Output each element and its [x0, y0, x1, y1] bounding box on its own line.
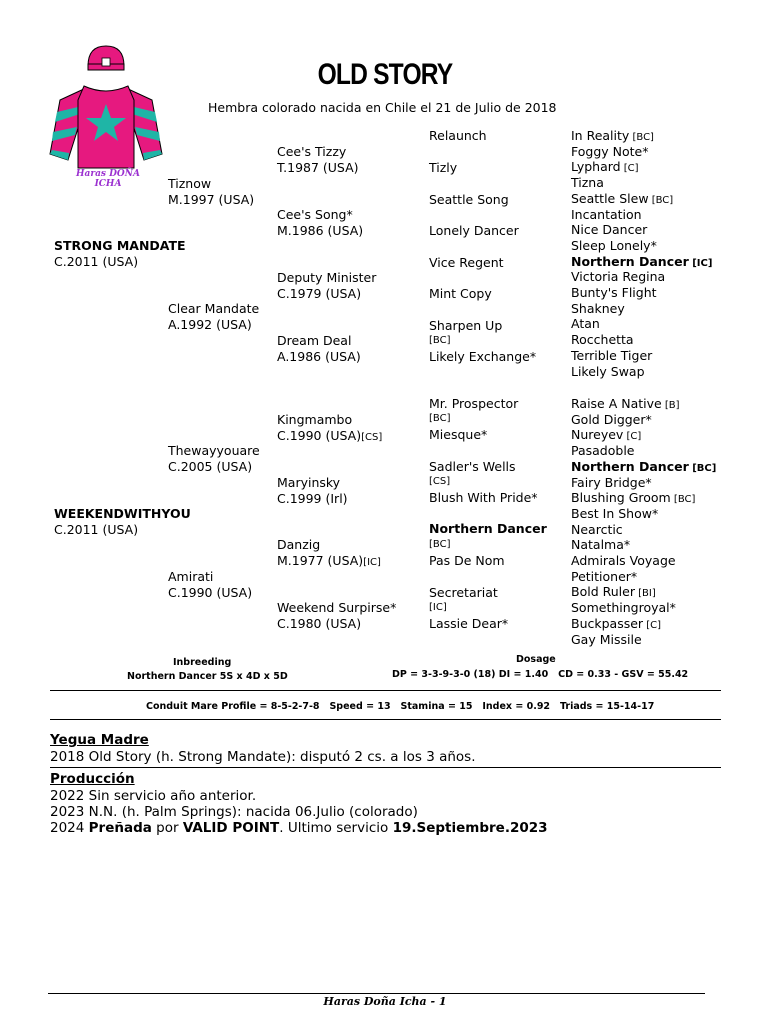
pedigree-tag: [BC]: [648, 195, 674, 206]
ancestor-gen5-name: Sleep Lonely*: [571, 238, 657, 253]
great-grandparent-name: Cee's Song*: [277, 207, 353, 222]
ancestor-gen4-name: Pas De Nom: [429, 553, 505, 568]
ancestor-gen4-name: Lonely Dancer: [429, 223, 519, 238]
pedigree-tag: [IC]: [429, 602, 447, 613]
year-text: 2024: [50, 820, 89, 836]
grandparent-info: C.1990 (USA): [168, 585, 253, 600]
page-footer: Haras Doña Icha - 1: [323, 995, 447, 1008]
ancestor-gen5-name: Bunty's Flight: [571, 285, 657, 300]
great-grandparent-name: Dream Deal: [277, 333, 352, 348]
grandparent-info: C.2005 (USA): [168, 459, 253, 474]
ancestor-gen5-name: Blushing Groom [BC]: [571, 490, 696, 505]
pedigree-tag: [BC]: [629, 132, 654, 143]
ancestor-gen4-name: Miesque*: [429, 427, 488, 442]
ancestor-gen5-name: Shakney: [571, 301, 625, 316]
ancestor-gen4-name: Sharpen Up: [429, 318, 503, 333]
great-grandparent-name: Cee's Tizzy: [277, 144, 347, 159]
service-text: . Ultimo servicio: [279, 820, 393, 836]
great-grandparent-info: M.1986 (USA): [277, 223, 364, 238]
dosage-value: DP = 3-3-9-3-0 (18) DI = 1.40 CD = 0.33 - GSV = 55.42: [392, 669, 689, 680]
jockey-silks-image: [44, 42, 166, 187]
service-date: 19.Septiembre.2023: [392, 820, 548, 836]
ancestor-gen5-name: Pasadoble: [571, 443, 635, 458]
ancestor-gen4-name: Lassie Dear*: [429, 616, 509, 631]
grandparent-name: Clear Mandate: [168, 301, 260, 316]
pedigree-tag: [CS]: [429, 476, 451, 487]
ancestor-gen4-name: Relaunch: [429, 128, 487, 143]
ancestor-gen5-name: Nearctic: [571, 522, 623, 537]
pedigree-tag: [BI]: [634, 588, 656, 599]
ancestor-gen4-name: Blush With Pride*: [429, 490, 538, 505]
pedigree-tag: [C]: [643, 620, 662, 631]
pedigree-tag: [IC]: [363, 557, 381, 568]
ancestor-gen5-name: Victoria Regina: [571, 269, 666, 284]
ancestor-gen4-name: Sadler's Wells: [429, 459, 516, 474]
pedigree-tag: [CS]: [361, 432, 383, 443]
great-grandparent-name: Danzig: [277, 537, 321, 552]
pedigree-tag: [C]: [623, 431, 642, 442]
ancestor-gen5-name: Gay Missile: [571, 632, 642, 647]
great-grandparent-name: Kingmambo: [277, 412, 353, 427]
produccion-line-2: 2023 N.N. (h. Palm Springs): nacida 06.Julio (colorado): [50, 804, 418, 820]
pedigree-tag: [BC]: [429, 335, 451, 346]
ancestor-gen4-name: Vice Regent: [429, 255, 504, 270]
ancestor-gen4-name: Tizly: [429, 160, 458, 175]
ancestor-gen5-name: In Reality [BC]: [571, 128, 654, 143]
ancestor-gen5-name: Fairy Bridge*: [571, 475, 652, 490]
horse-subtitle: Hembra colorado nacida en Chile el 21 de Julio de 2018: [208, 100, 557, 115]
ancestor-gen5-name: Seattle Slew [BC]: [571, 191, 674, 206]
ancestor-gen5-name: Incantation: [571, 207, 642, 222]
great-grandparent-info: C.1980 (USA): [277, 616, 362, 631]
ancestor-gen5-name: Rocchetta: [571, 332, 634, 347]
ancestor-gen5-name: Natalma*: [571, 537, 631, 552]
great-grandparent-info: T.1987 (USA): [277, 160, 359, 175]
horse-name: OLD STORY: [317, 58, 453, 91]
pedigree-tag: [BC]: [429, 539, 451, 550]
silks-label: Haras DOÑA ICHA: [76, 169, 140, 189]
great-grandparent-info: C.1979 (USA): [277, 286, 362, 301]
pedigree-tag: [BC]: [670, 494, 696, 505]
ancestor-gen5-name: Petitioner*: [571, 569, 638, 584]
great-grandparent-info: C.1999 (Irl): [277, 491, 348, 506]
ancestor-gen5-name: Nice Dancer: [571, 222, 648, 237]
yegua-madre-title: Yegua Madre: [50, 732, 149, 748]
dosage-label: Dosage: [516, 654, 556, 665]
ancestor-gen5-name: Tizna: [571, 175, 604, 190]
ancestor-gen4-name: Mr. Prospector: [429, 396, 519, 411]
ancestor-gen5-name: Likely Swap: [571, 364, 645, 379]
sire-info: C.2011 (USA): [54, 254, 139, 269]
divider: [50, 690, 721, 691]
great-grandparent-info: A.1986 (USA): [277, 349, 361, 364]
ancestor-gen4-name: Seattle Song: [429, 192, 509, 207]
grandparent-name: Amirati: [168, 569, 214, 584]
conduit-profile: Conduit Mare Profile = 8-5-2-7-8 Speed = 13 Stamina = 15 Index = 0.92 Triads = 15-14-17: [146, 701, 655, 712]
produccion-title: Producción: [50, 771, 135, 787]
ancestor-gen5-name: Somethingroyal*: [571, 600, 676, 615]
divider: [50, 719, 721, 720]
divider: [50, 767, 721, 768]
ancestor-gen5-name: Northern Dancer [IC]: [571, 254, 713, 269]
ancestor-gen5-name: Bold Ruler [BI]: [571, 584, 656, 599]
ancestor-gen5-name: Admirals Voyage: [571, 553, 676, 568]
grandparent-info: M.1997 (USA): [168, 192, 255, 207]
stallion-name: VALID POINT: [182, 820, 280, 836]
ancestor-gen5-name: Best In Show*: [571, 506, 659, 521]
ancestor-gen5-name: Terrible Tiger: [571, 348, 653, 363]
pedigree-tag: [B]: [661, 400, 680, 411]
grandparent-name: Thewayyouare: [168, 443, 260, 458]
inbreeding-value: Northern Dancer 5S x 4D x 5D: [127, 671, 288, 682]
sire-name: STRONG MANDATE: [54, 238, 186, 253]
ancestor-gen4-name: Mint Copy: [429, 286, 492, 301]
produccion-line-3: [50, 820, 548, 836]
ancestor-gen5-name: Nureyev [C]: [571, 427, 642, 442]
footer-divider: [48, 993, 705, 994]
ancestor-gen5-name: Atan: [571, 316, 600, 331]
ancestor-gen5-name: Foggy Note*: [571, 144, 649, 159]
grandparent-name: Tiznow: [168, 176, 212, 191]
connector-text: por: [151, 820, 183, 836]
ancestor-gen5-name: Raise A Native [B]: [571, 396, 680, 411]
pedigree-tag: [BC]: [688, 463, 717, 474]
produccion-line-1: 2022 Sin servicio año anterior.: [50, 788, 257, 804]
ancestor-gen5-name: Gold Digger*: [571, 412, 652, 427]
ancestor-gen5-name: Buckpasser [C]: [571, 616, 662, 631]
pedigree-tag: [IC]: [688, 258, 713, 269]
great-grandparent-name: Maryinsky: [277, 475, 341, 490]
dam-name: WEEKENDWITHYOU: [54, 506, 191, 521]
ancestor-gen4-name: Secretariat: [429, 585, 498, 600]
pedigree-tag: [C]: [620, 163, 639, 174]
dam-info: C.2011 (USA): [54, 522, 139, 537]
great-grandparent-info: M.1977 (USA)[IC]: [277, 553, 381, 568]
great-grandparent-name: Deputy Minister: [277, 270, 377, 285]
ancestor-gen5-name: Northern Dancer [BC]: [571, 459, 717, 474]
ancestor-gen5-name: Lyphard [C]: [571, 159, 639, 174]
pedigree-tag: [BC]: [429, 413, 451, 424]
yegua-madre-line: 2018 Old Story (h. Strong Mandate): disputó 2 cs. a los 3 años.: [50, 749, 476, 765]
great-grandparent-name: Weekend Surpirse*: [277, 600, 397, 615]
great-grandparent-info: C.1990 (USA)[CS]: [277, 428, 383, 443]
inbreeding-label: Inbreeding: [173, 657, 232, 668]
ancestor-gen4-name: Likely Exchange*: [429, 349, 537, 364]
grandparent-info: A.1992 (USA): [168, 317, 252, 332]
ancestor-gen4-name: Northern Dancer: [429, 521, 547, 536]
status-text: Preñada: [88, 820, 152, 836]
